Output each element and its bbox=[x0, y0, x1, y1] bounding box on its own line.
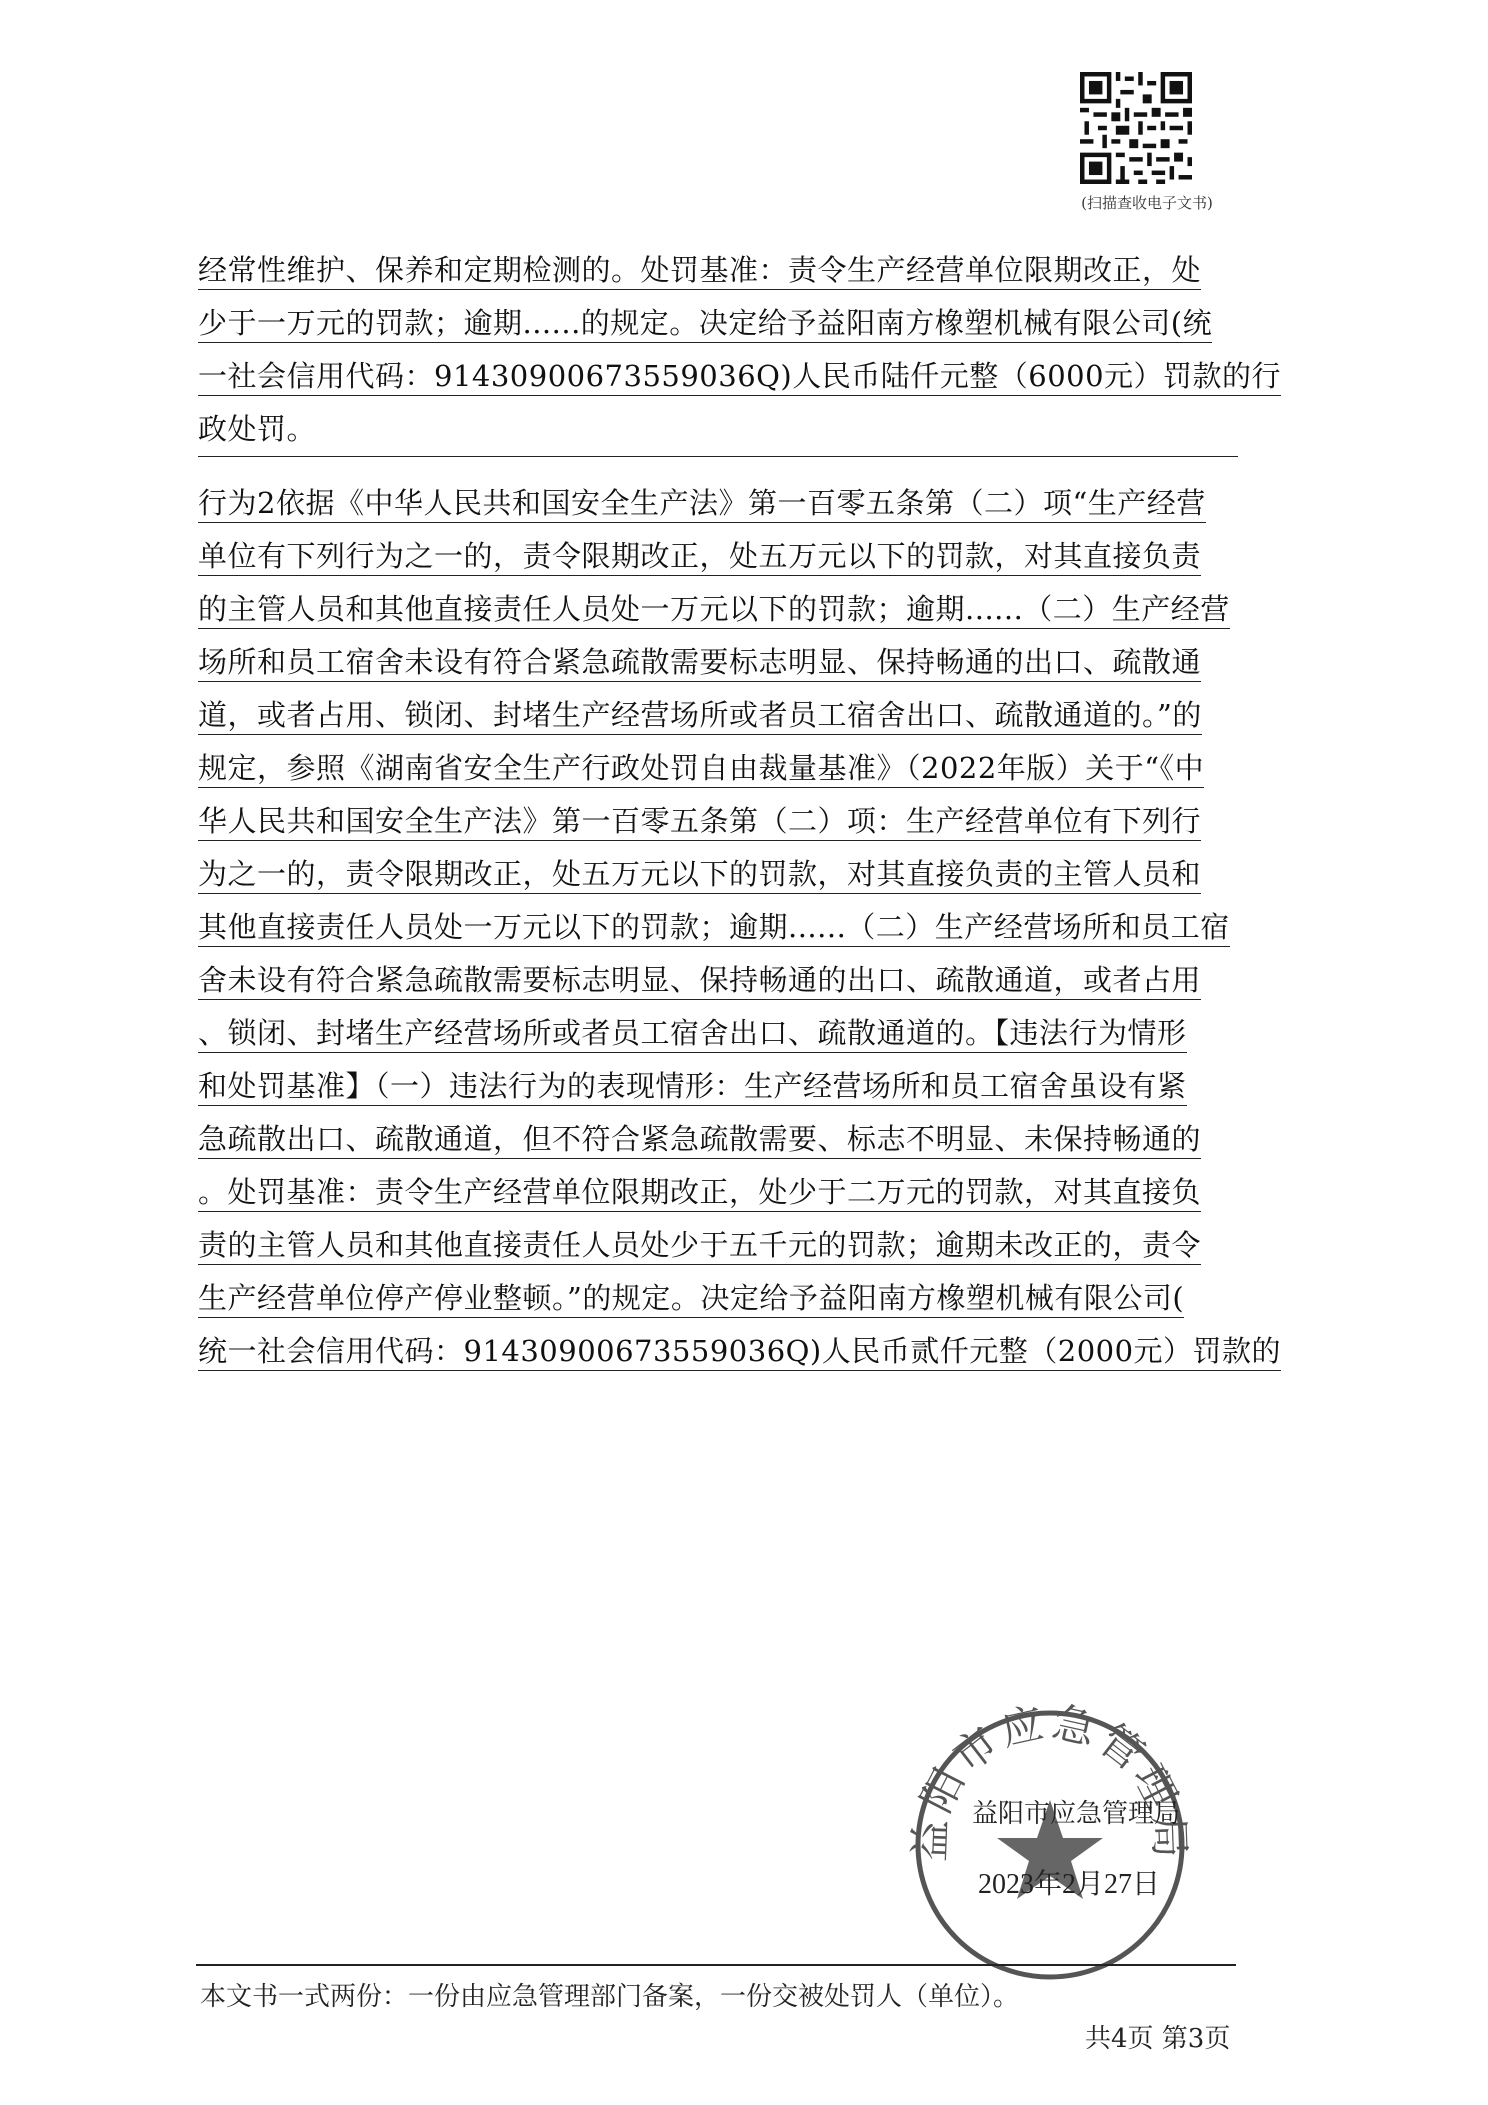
official-seal bbox=[905, 1700, 1195, 1990]
signing-authority: 益阳市应急管理局 bbox=[972, 1799, 1181, 1829]
paragraph-2 bbox=[198, 477, 1282, 1378]
text-line: 场所和员工宿舍未设有符合紧急疏散需要标志明显、保持畅通的出口、疏散通 bbox=[198, 636, 1218, 689]
text-line: 急疏散出口、疏散通道，但不符合紧急疏散需要、标志不明显、未保持畅通的 bbox=[198, 1113, 1218, 1166]
text-line: 和处罚基准】（一）违法行为的表现情形：生产经营场所和员工宿舍虽设有紧 bbox=[198, 1060, 1218, 1113]
section-divider bbox=[198, 456, 1238, 477]
page-number: 共4页 第3页 bbox=[1085, 2024, 1231, 2054]
qr-caption: (扫描查收电子文书) bbox=[1081, 194, 1213, 212]
text-line: 一社会信用代码：91430900673559036Q)人民币陆仟元整（6000元）罚款的行 bbox=[198, 350, 1218, 403]
text-line: 行为2依据《中华人民共和国安全生产法》第一百零五条第（二）项“生产经营 bbox=[198, 477, 1218, 530]
svg-text:益阳市应急管理局: 益阳市应急管理局 bbox=[905, 1700, 1195, 1863]
qr-code bbox=[1080, 72, 1192, 184]
text-line: 经常性维护、保养和定期检测的。处罚基准：责令生产经营单位限期改正，处 bbox=[198, 244, 1218, 297]
text-line: 、锁闭、封堵生产经营场所或者员工宿舍出口、疏散通道的。【违法行为情形 bbox=[198, 1007, 1218, 1060]
text-line: 其他直接责任人员处一万元以下的罚款；逾期......（二）生产经营场所和员工宿 bbox=[198, 901, 1218, 954]
text-line: 统一社会信用代码：91430900673559036Q)人民币贰仟元整（2000元）罚款的 bbox=[198, 1325, 1218, 1378]
text-line: 道，或者占用、锁闭、封堵生产经营场所或者员工宿舍出口、疏散通道的。”的 bbox=[198, 689, 1218, 742]
text-line: 华人民共和国安全生产法》第一百零五条第（二）项：生产经营单位有下列行 bbox=[198, 795, 1218, 848]
paragraph-1 bbox=[198, 244, 1282, 456]
text-line: 责的主管人员和其他直接责任人员处少于五千元的罚款；逾期未改正的，责令 bbox=[198, 1219, 1218, 1272]
text-line: 生产经营单位停产停业整顿。”的规定。决定给予益阳南方橡塑机械有限公司( bbox=[198, 1272, 1218, 1325]
text-line: 政处罚。 bbox=[198, 412, 317, 446]
text-line: 。处罚基准：责令生产经营单位限期改正，处少于二万元的罚款，对其直接负 bbox=[198, 1166, 1218, 1219]
footer-note: 本文书一式两份：一份由应急管理部门备案，一份交被处罚人（单位）。 bbox=[200, 1982, 1020, 2012]
text-line: 少于一万元的罚款；逾期......的规定。决定给予益阳南方橡塑机械有限公司(统 bbox=[198, 297, 1218, 350]
text-line: 舍未设有符合紧急疏散需要标志明显、保持畅通的出口、疏散通道，或者占用 bbox=[198, 954, 1218, 1007]
footer-divider bbox=[196, 1964, 1236, 1966]
signing-date: 2023年2月27日 bbox=[978, 1869, 1161, 1900]
document-body bbox=[198, 244, 1282, 1378]
text-line: 的主管人员和其他直接责任人员处一万元以下的罚款；逾期......（二）生产经营 bbox=[198, 583, 1218, 636]
text-line: 单位有下列行为之一的，责令限期改正，处五万元以下的罚款，对其直接负责 bbox=[198, 530, 1218, 583]
text-line: 规定，参照《湖南省安全生产行政处罚自由裁量基准》（2022年版）关于“《中 bbox=[198, 742, 1218, 795]
text-line: 为之一的，责令限期改正，处五万元以下的罚款，对其直接负责的主管人员和 bbox=[198, 848, 1218, 901]
